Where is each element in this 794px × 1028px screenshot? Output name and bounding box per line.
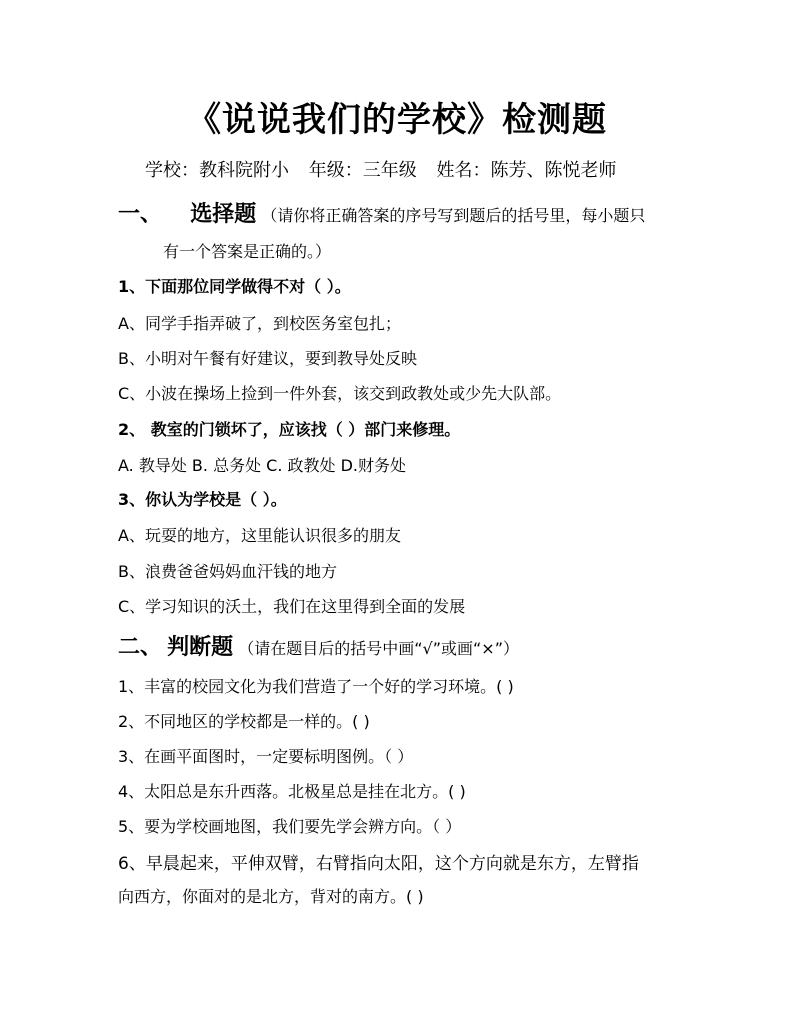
question-3-stem: 3、你认为学校是（ ）。	[118, 490, 287, 509]
section2-heading	[118, 630, 519, 661]
section2-title: 判断题	[167, 634, 234, 660]
section1-title: 选择题	[190, 201, 257, 227]
header-info	[145, 156, 630, 182]
school-label: 学校：教科院附小	[145, 160, 289, 181]
judge-item-6: 6、早晨起来，平伸双臂，右臂指向太阳，这个方向就是东方，左臂指	[118, 854, 639, 874]
judge-item-2: 2、不同地区的学校都是一样的。( )	[118, 712, 370, 731]
question-1-stem: 1、下面那位同学做得不对（ ）。	[118, 277, 351, 296]
question-1-option-c: C、小波在操场上捡到一件外套，该交到政教处或少先大队部。	[118, 384, 562, 403]
question-1-option-a: A、同学手指弄破了，到校医务室包扎；	[118, 314, 401, 333]
grade-label: 年级：三年级	[308, 160, 417, 181]
question-1-option-b: B、小明对午餐有好建议，要到教导处反映	[118, 349, 417, 368]
section1-note-line2: 有一个答案是正确的。）	[163, 242, 332, 261]
question-2-options: A. 教导处 B. 总务处 C. 政教处 D.财务处	[118, 456, 406, 475]
judge-item-4: 4、太阳总是东升西落。北极星总是挂在北方。( )	[118, 782, 466, 801]
section1-heading	[118, 197, 645, 228]
section1-note: （请你将正确答案的序号写到题后的括号里，每小题只	[261, 206, 646, 225]
judge-item-5: 5、要为学校画地图，我们要先学会辨方向。（ ）	[118, 817, 462, 836]
judge-item-3: 3、在画平面图时，一定要标明图例。（ ）	[118, 747, 414, 766]
page-title: 《说说我们的学校》检测题	[187, 100, 607, 140]
judge-item-1: 1、丰富的校园文化为我们营造了一个好的学习环境。( )	[118, 677, 514, 696]
question-3-option-b: B、浪费爸爸妈妈血汗钱的地方	[118, 562, 337, 581]
section1-number: 一、	[118, 201, 163, 227]
question-2-stem: 2、 教室的门锁坏了，应该找（ ）部门来修理。	[118, 420, 461, 439]
section2-note: （请在题目后的括号中画“√”或画“×”）	[238, 639, 519, 658]
judge-item-6-continued: 向西方，你面对的是北方，背对的南方。( )	[118, 887, 424, 906]
section2-number: 二、	[118, 634, 163, 660]
question-3-option-a: A、玩耍的地方，这里能认识很多的朋友	[118, 526, 401, 545]
name-label: 姓名：陈芳、陈悦老师	[436, 160, 617, 181]
question-3-option-c: C、学习知识的沃土，我们在这里得到全面的发展	[118, 597, 466, 616]
